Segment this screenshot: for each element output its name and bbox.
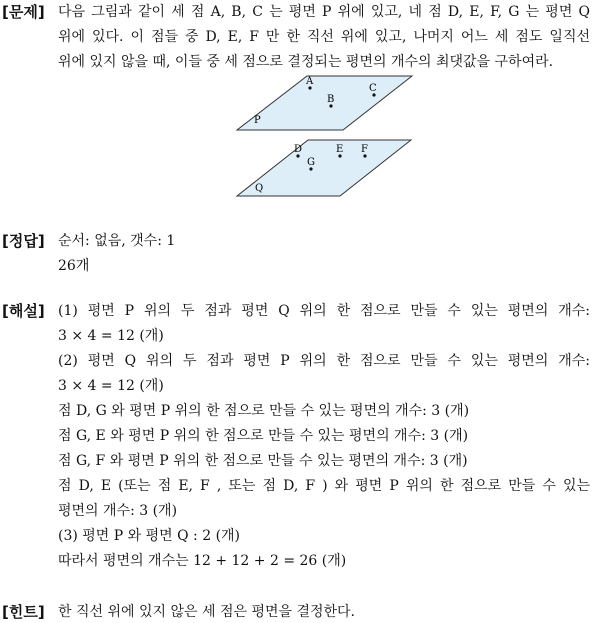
point-e-label: E: [336, 144, 344, 155]
point-g-label: G: [307, 157, 315, 168]
problem-line: 위에 있지 않을 때, 이들 중 세 점으로 결정되는 평면의 개수의 최댓값을 구하여라.: [58, 54, 554, 70]
problem-body: [58, 0, 590, 75]
explanation-line: 따라서 평면의 개수는 12 + 12 + 2 = 26 (개): [58, 553, 347, 569]
explanation-tag: [해설]: [2, 302, 45, 320]
explanation-line: 점 D, E (또는 점 E, F , 또는 점 D, F ) 와 평면 P 위의 한 점으로 만들 수 있는: [58, 478, 590, 494]
explanation-line: (1) 평면 P 위의 두 점과 평면 Q 위의 한 점으로 만들 수 있는 평면의 개수:: [58, 303, 590, 319]
point-c-label: C: [369, 83, 377, 94]
explanation-body: [58, 299, 590, 574]
problem-tag: [문제]: [2, 3, 45, 21]
explanation-line: 점 G, F 와 평면 P 위의 한 점으로 만들 수 있는 평면의 개수: 3 (개): [58, 453, 468, 469]
plane-q-label: Q: [255, 183, 264, 194]
hint-tag: [힌트]: [2, 603, 45, 621]
explanation-line: (2) 평면 Q 위의 두 점과 평면 P 위의 한 점으로 만들 수 있는 평면의 개수:: [58, 353, 590, 369]
answer-line: 순서: 없음, 갯수: 1: [58, 233, 176, 249]
hint-line: 한 직선 위에 있지 않은 세 점은 평면을 결정한다.: [58, 604, 356, 620]
explanation-section: [0, 299, 592, 584]
answer-section: [0, 229, 592, 281]
point-a-label: A: [306, 76, 314, 87]
explanation-line: 평면의 개수: 3 (개): [58, 503, 178, 519]
answer-body: [58, 229, 590, 279]
point-f-label: F: [361, 144, 368, 155]
hint-section: [0, 601, 592, 623]
answer-tag: [정답]: [2, 232, 45, 250]
explanation-line: 점 D, G 와 평면 P 위의 한 점으로 만들 수 있는 평면의 개수: 3 (개): [58, 403, 470, 419]
problem-line: 다음 그림과 같이 세 점 A, B, C 는 평면 P 위에 있고, 네 점 D, E, F, G 는 평면 Q: [58, 4, 590, 20]
problem-line: 위에 있다. 이 점들 중 D, E, F 만 한 직선 위에 있고, 나머지 어느 세 점도 일직선: [58, 29, 590, 45]
planes-figure: [0, 70, 592, 200]
answer-line: 26개: [58, 258, 90, 274]
point-b-label: B: [327, 94, 335, 105]
point-d-label: D: [294, 144, 303, 155]
problem-section: [0, 0, 592, 205]
hint-body: [58, 601, 590, 623]
explanation-line: 점 G, E 와 평면 P 위의 한 점으로 만들 수 있는 평면의 개수: 3 (개): [58, 428, 469, 444]
explanation-line: 3 × 4 = 12 (개): [58, 328, 164, 344]
plane-p: [237, 76, 412, 130]
explanation-line: 3 × 4 = 12 (개): [58, 378, 164, 394]
plane-p-label: P: [254, 115, 261, 126]
explanation-line: (3) 평면 P 와 평면 Q : 2 (개): [58, 528, 241, 544]
